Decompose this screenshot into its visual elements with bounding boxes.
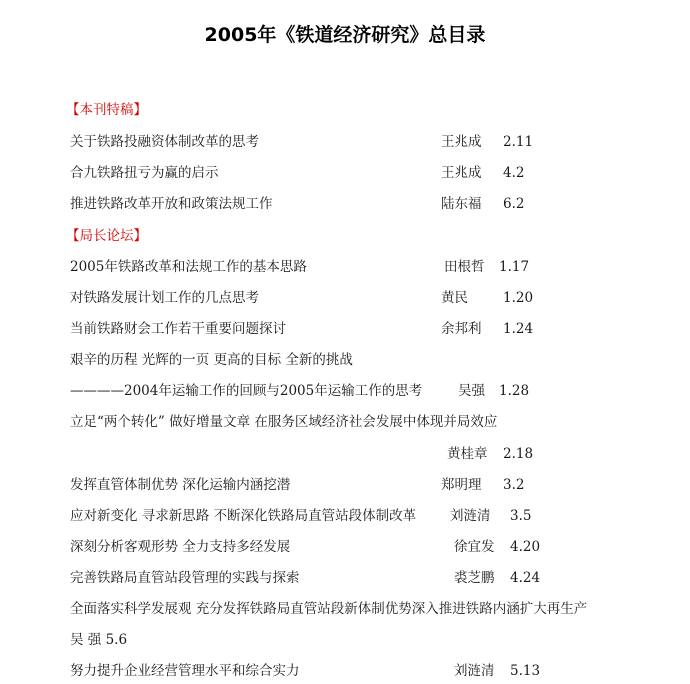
entry-issue: 4.24 bbox=[510, 570, 541, 586]
entry-title: 当前铁路财会工作若干重要问题探讨 bbox=[70, 321, 286, 337]
entry-title: 关于铁路投融资体制改革的思考 bbox=[70, 134, 259, 150]
entry-issue: 1.24 bbox=[503, 321, 534, 337]
entry-title: 深刻分析客观形势 全力支持多经发展 bbox=[70, 539, 291, 555]
page-title: 2005年《铁道经济研究》总目录 bbox=[204, 24, 486, 46]
entry-title: 应对新变化 寻求新思路 不断深化铁路局直管站段体制改革 bbox=[70, 508, 417, 524]
entry-issue: 2.11 bbox=[503, 134, 534, 150]
entry-title: 2005年铁路改革和法规工作的基本思路 bbox=[70, 259, 307, 275]
entry-title: 完善铁路局直管站段管理的实践与探索 bbox=[70, 570, 300, 586]
entry-author: 徐宜发 bbox=[454, 539, 495, 555]
entry-author: 田根哲 bbox=[444, 259, 485, 275]
entry-issue: 1.28 bbox=[499, 383, 530, 399]
entry-author: 黄桂章 bbox=[447, 446, 488, 462]
entry-issue: 6.2 bbox=[503, 196, 525, 212]
entry-title: 艰辛的历程 光辉的一页 更高的目标 全新的挑战 bbox=[70, 352, 353, 368]
entry-author: 郑明理 bbox=[441, 477, 482, 493]
entry-author: 刘涟清 bbox=[454, 663, 495, 679]
entry-issue: 1.17 bbox=[499, 259, 530, 275]
entry-issue: 4.20 bbox=[510, 539, 541, 555]
entry-author: 余邦利 bbox=[441, 321, 482, 337]
section-heading: 【局长论坛】 bbox=[66, 228, 147, 244]
entry-title: 发挥直管体制优势 深化运输内涵挖潜 bbox=[70, 477, 291, 493]
entry-title: 合九铁路扭亏为赢的启示 bbox=[70, 165, 219, 181]
entry-author: 黄民 bbox=[441, 290, 468, 306]
entry-title: ————2004年运输工作的回顾与2005年运输工作的思考 bbox=[70, 383, 423, 399]
entry-author: 刘涟清 bbox=[450, 508, 491, 524]
entry-issue: 1.20 bbox=[503, 290, 534, 306]
entry-author: 裘芝鹏 bbox=[454, 570, 495, 586]
entry-title: 推进铁路改革开放和政策法规工作 bbox=[70, 196, 273, 212]
entry-issue: 4.2 bbox=[503, 165, 525, 181]
entry-author: 陆东福 bbox=[441, 196, 482, 212]
entry-title: 对铁路发展计划工作的几点思考 bbox=[70, 290, 259, 306]
entry-author: 王兆成 bbox=[441, 165, 482, 181]
entry-title: 吴 强 5.6 bbox=[70, 632, 128, 648]
section-heading: 【本刊特稿】 bbox=[66, 102, 147, 118]
entry-issue: 5.13 bbox=[510, 663, 541, 679]
entry-title: 立足“两个转化” 做好增量文章 在服务区域经济社会发展中体现并局效应 bbox=[70, 414, 498, 430]
entry-issue: 3.5 bbox=[510, 508, 532, 524]
entry-issue: 3.2 bbox=[503, 477, 525, 493]
entry-title: 努力提升企业经营管理水平和综合实力 bbox=[70, 663, 300, 679]
entry-author: 王兆成 bbox=[441, 134, 482, 150]
entry-issue: 2.18 bbox=[503, 446, 534, 462]
entry-title: 全面落实科学发展观 充分发挥铁路局直管站段新体制优势深入推进铁路内涵扩大再生产 bbox=[70, 601, 588, 617]
entry-author: 吴强 bbox=[458, 383, 485, 399]
